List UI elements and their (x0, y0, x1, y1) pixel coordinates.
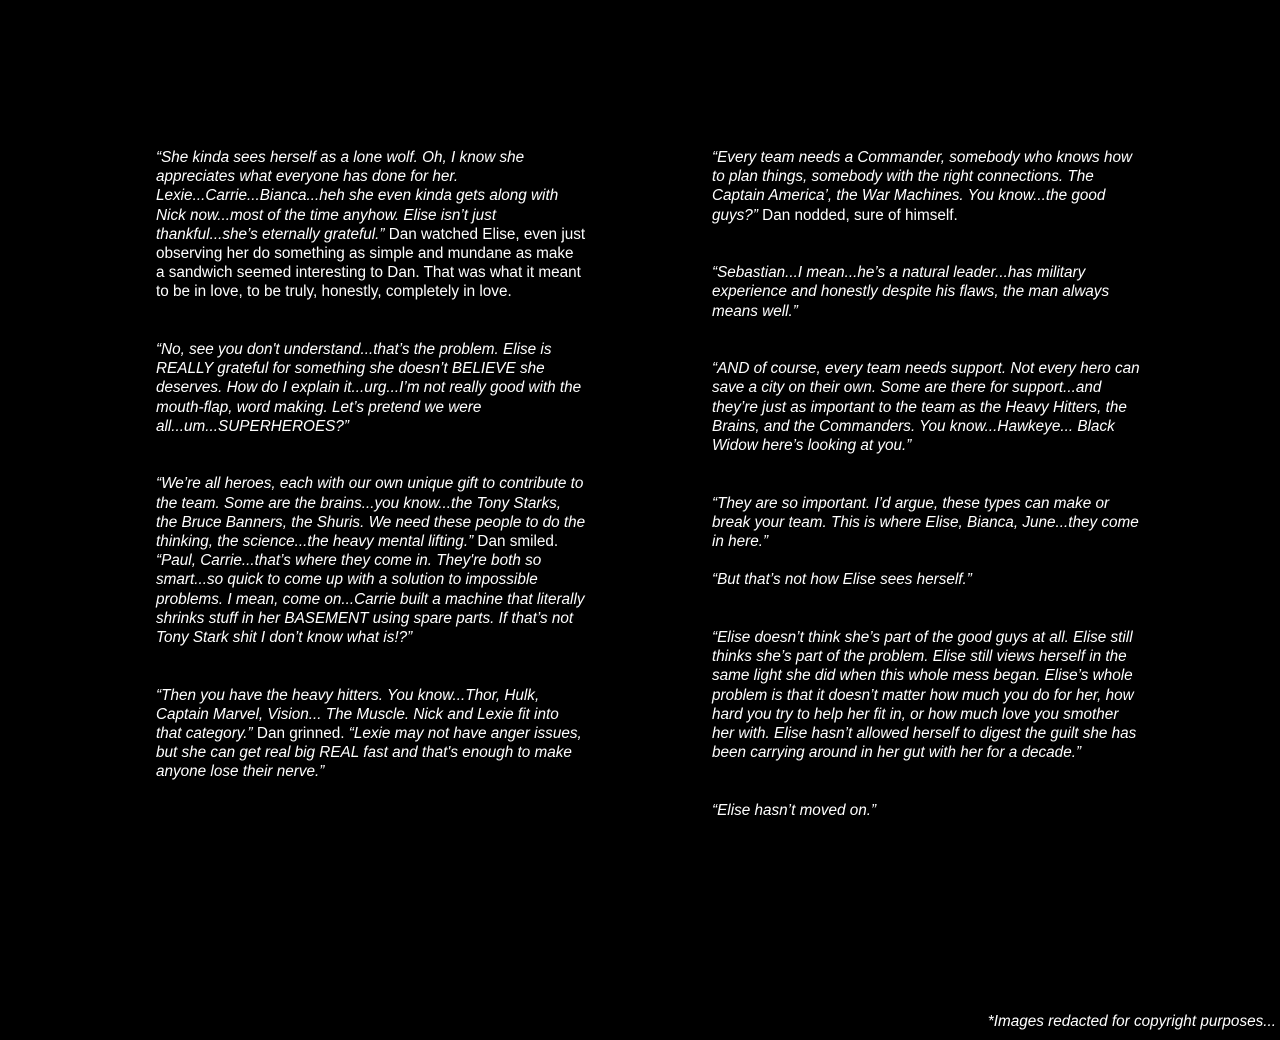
left-paragraph-2 (156, 340, 586, 436)
narration-segment: Dan grinned. (252, 725, 349, 743)
right-paragraph-2 (712, 263, 1144, 321)
left-paragraph-1 (156, 148, 586, 302)
right-text-column (712, 148, 1144, 820)
right-paragraph-1 (712, 148, 1144, 225)
quote-segment: “Elise hasn’t moved on.” (712, 801, 877, 819)
right-paragraph-6 (712, 628, 1144, 762)
quote-segment: “No, see you don't understand...that’s the problem. Elise is REALLY grateful for something she doesn’t BELIEVE she deserves. How do I explain it...urg...I’m not really good with the mouth-flap, word making. Let’s pretend we were all...um...SUPERHEROES?” (156, 341, 582, 435)
copyright-footnote: *Images redacted for copyright purposes... (987, 1013, 1276, 1030)
quote-segment: “We’re all heroes, each with our own unique gift to contribute to the team. Some are the brains...you know...the Tony Starks, the Bruce Banners, the Shuris. We need these people to do the thinking, the science...the heavy mental lifting.” (156, 475, 586, 551)
quote-segment: “Elise doesn’t think she’s part of the good guys at all. Elise still thinks she’s part of the problem. Elise still views herself in the same light she did when this whole mess began. Elise’s whole problem is that it doesn’t matter how much you do for her, how hard you try to help her fit in, or how much love you smother her with. Elise hasn’t allowed herself to digest the guilt she has been carrying around in her gut with her for a decade.” (712, 629, 1137, 762)
quote-segment: “They are so important. I’d argue, these types can make or break your team. This is where Elise, Bianca, June...they come in here.” (712, 494, 1139, 551)
narration-segment: Dan watched Elise, even just observing her do something as simple and mundane as make a sandwich seemed interesting to Dan. That was what it meant to be in love, to be truly, honestly, completely in love. (156, 225, 586, 301)
quote-segment: “Every team needs a Commander, somebody who knows how to plan things, somebody with the right connections. The Captain America’, the War Machines. You know...the good guys?” (712, 149, 1133, 224)
narration-segment: Dan nodded, sure of himself. (757, 206, 958, 224)
quote-segment: “She kinda sees herself as a lone wolf. Oh, I know she appreciates what everyone has done for her. Lexie...Carrie...Bianca...heh she even kinda gets along with Nick now...most of the time anyhow. Elise isn’t just thankful...she’s eternally grateful.” (156, 149, 559, 243)
left-paragraph-3 (156, 474, 586, 647)
quote-segment: “But that’s not how Elise sees herself.” (712, 571, 972, 589)
left-text-column (156, 148, 586, 782)
narration-segment: Dan smiled. (473, 533, 559, 551)
right-paragraph-3 (712, 359, 1144, 455)
right-paragraph-5 (712, 570, 1144, 589)
quote-segment: “AND of course, every team needs support. Not every hero can save a city on their own. Some are there for support...and they’re just as important to the team as the Heavy Hitters, the Brains, and the Commanders. You know...Hawkeye... Black Widow here’s looking at you.” (712, 360, 1140, 455)
right-paragraph-4 (712, 494, 1144, 552)
quote-segment: “Sebastian...I mean...he’s a natural leader...has military experience and honestly despite his flaws, the man always means well.” (712, 264, 1110, 320)
right-paragraph-7 (712, 801, 1144, 820)
quote-segment: “Lexie may not have anger issues, but she can get real big REAL fast and that's enough to make anyone lose their nerve.” (156, 725, 582, 781)
left-paragraph-4 (156, 686, 586, 782)
quote-segment: “Paul, Carrie...that’s where they come in. They're both so smart...so quick to come up with a solution to impossible problems. I mean, come on...Carrie built a machine that literally shrinks stuff in her BASEMENT using spare parts. If that’s not Tony Stark shit I don’t know what is!?” (156, 552, 585, 647)
quote-segment: “Then you have the heavy hitters. You know...Thor, Hulk, Captain Marvel, Vision... The Muscle. Nick and Lexie fit into that category.” (156, 686, 559, 743)
